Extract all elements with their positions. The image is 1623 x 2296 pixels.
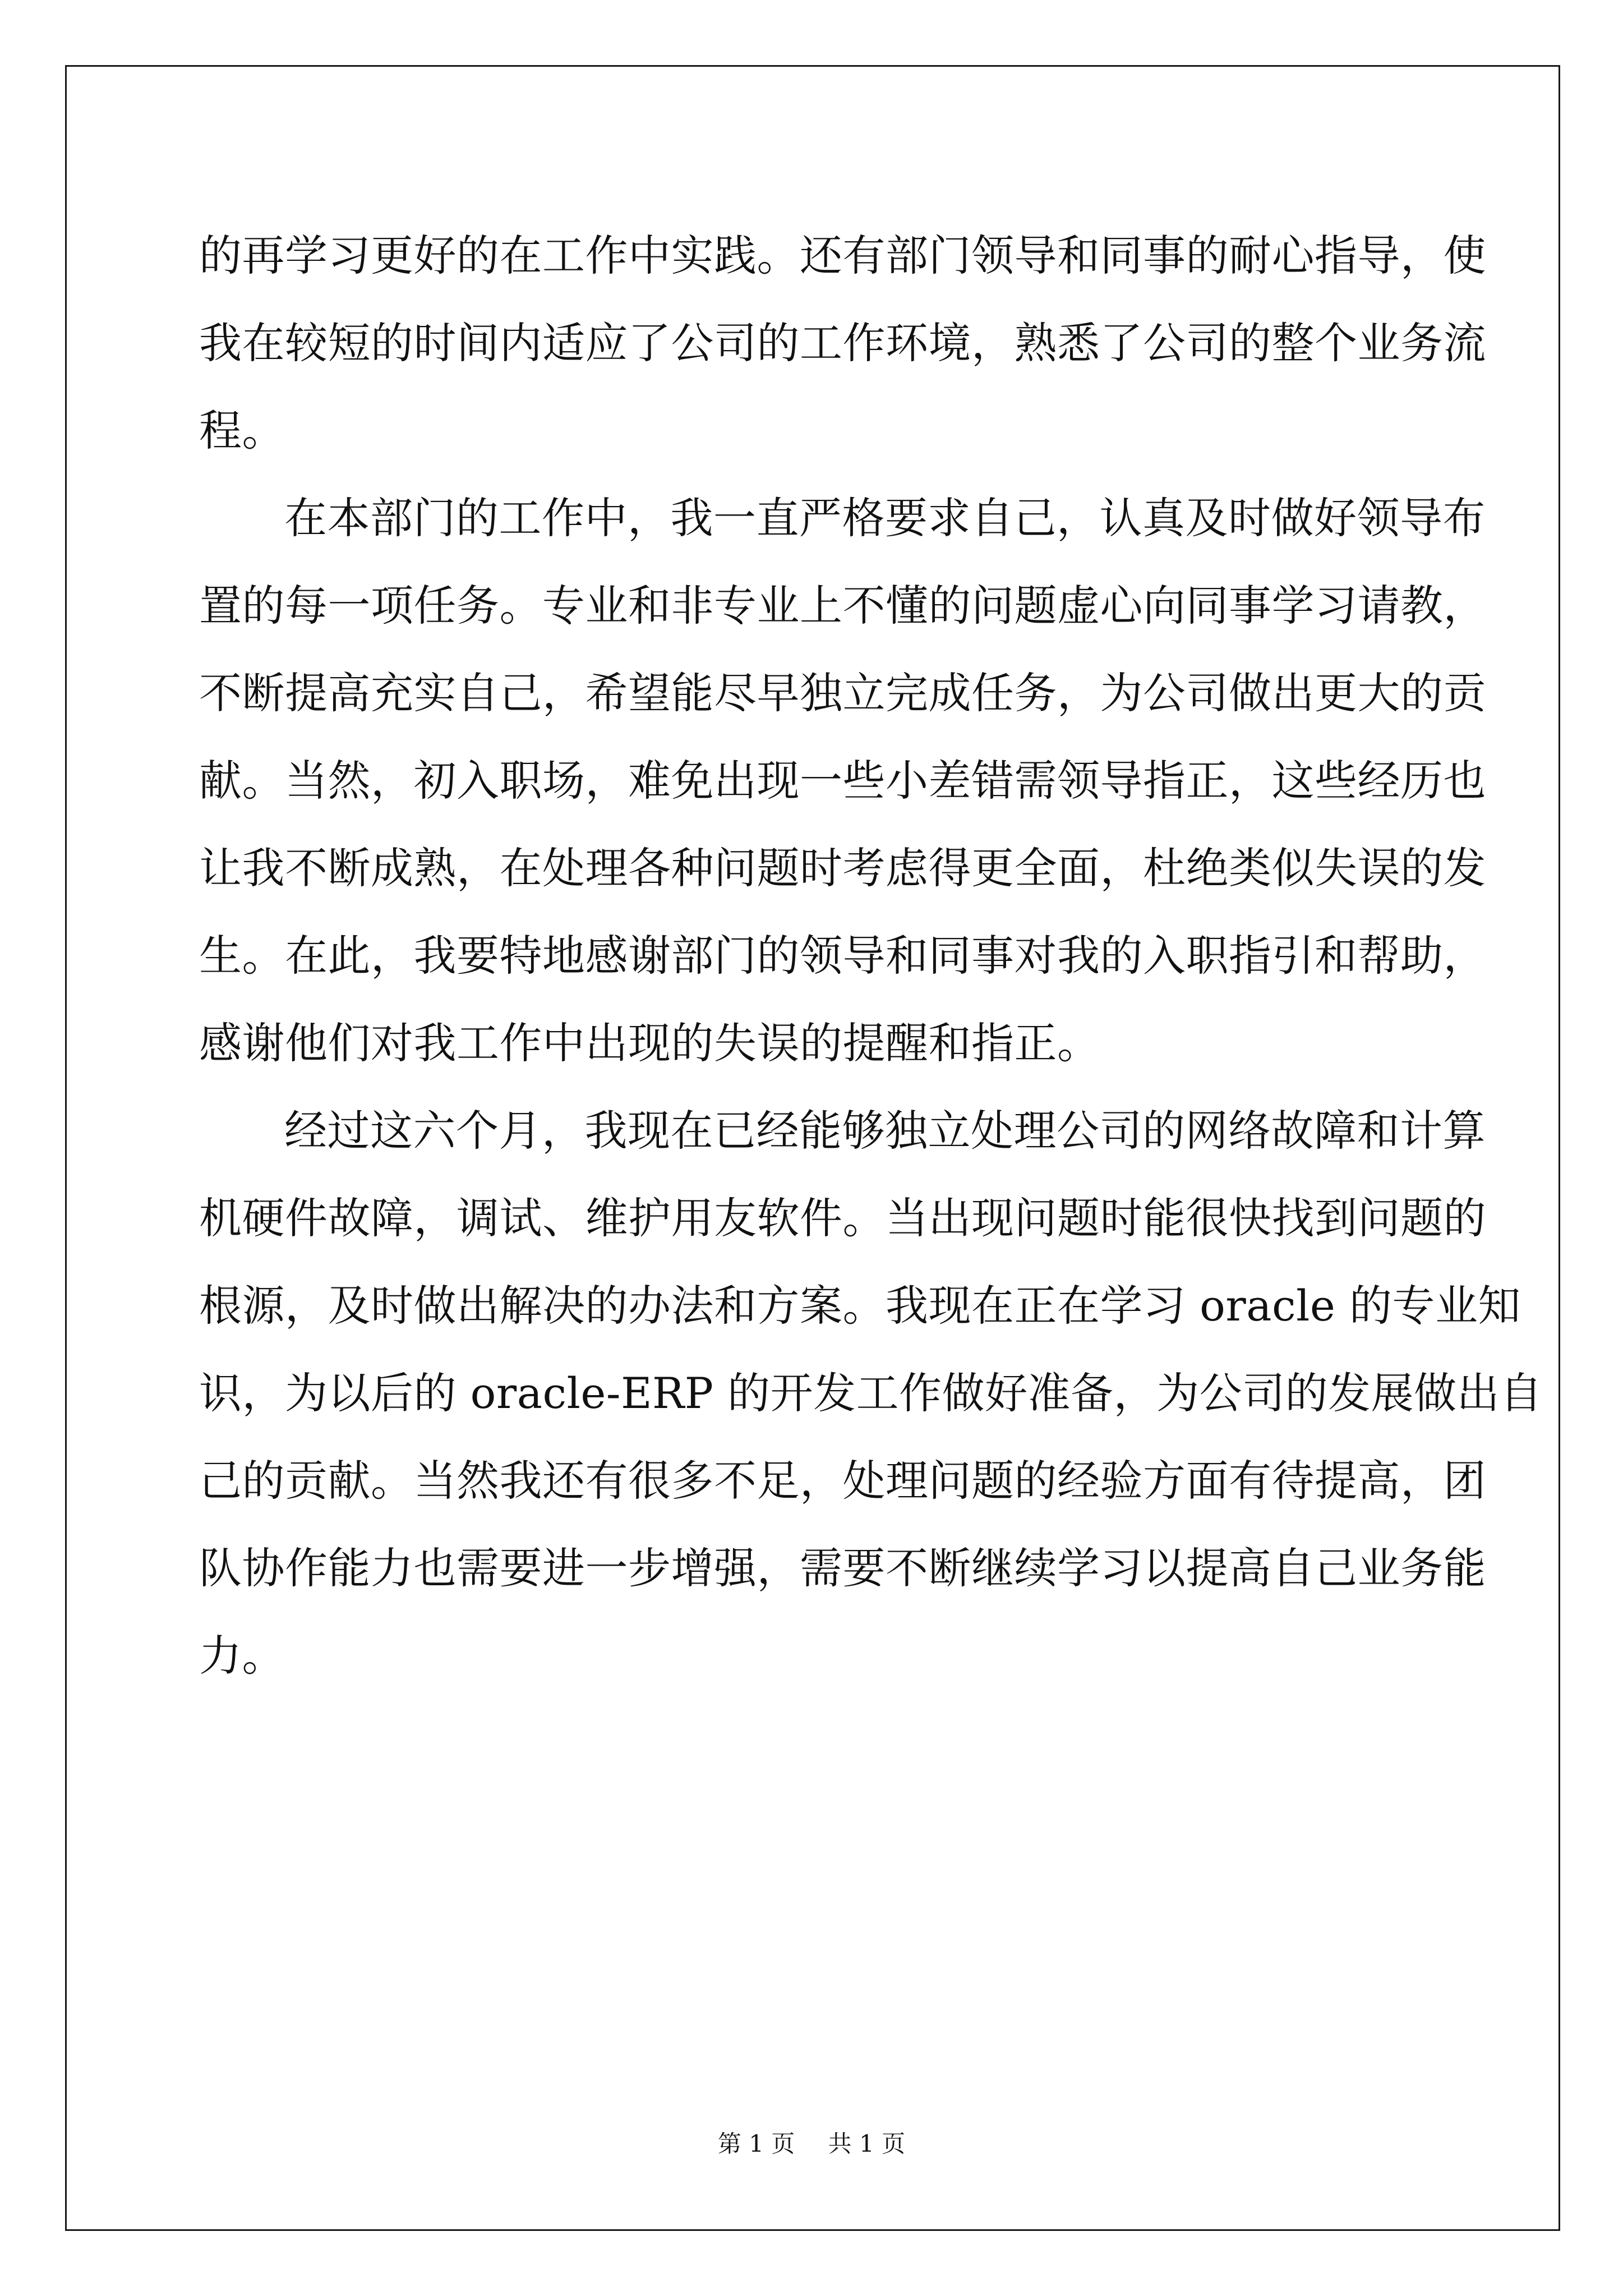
text-line: 献。当然，初入职场，难免出现一些小差错需领导指正，这些经历也 (199, 756, 1486, 806)
paragraph-2 (199, 475, 1486, 1087)
page-number: 第 1 页 (717, 2130, 795, 2157)
text-line: 机硬件故障，调试、维护用友软件。当出现问题时能很快找到问题的 (199, 1193, 1486, 1243)
text-line: 感谢他们对我工作中出现的失误的提醒和指正。 (199, 1018, 1100, 1068)
text-line: 不断提高充实自己，希望能尽早独立完成任务，为公司做出更大的贡 (199, 668, 1486, 718)
text-line: 程。 (199, 406, 285, 455)
text-line: 让我不断成熟，在处理各种问题时考虑得更全面，杜绝类似失误的发 (199, 843, 1486, 893)
page-footer (0, 2127, 1623, 2161)
paragraph-3 (199, 1087, 1543, 1700)
document-body (199, 212, 1543, 1700)
text-line: 经过这六个月，我现在已经能够独立处理公司的网络故障和计算 (284, 1106, 1486, 1156)
paragraph-1 (199, 212, 1486, 475)
text-line: 我在较短的时间内适应了公司的工作环境，熟悉了公司的整个业务流 (199, 318, 1486, 368)
text-line: 在本部门的工作中，我一直严格要求自己，认真及时做好领导布 (284, 493, 1486, 543)
text-line: 力。 (199, 1631, 285, 1681)
text-line: 置的每一项任务。专业和非专业上不懂的问题虚心向同事学习请教， (199, 581, 1486, 631)
text-line: 队协作能力也需要进一步增强，需要不断继续学习以提高自己业务能 (199, 1543, 1486, 1593)
text-line: 的再学习更好的在工作中实践。还有部门领导和同事的耐心指导，使 (199, 231, 1486, 280)
text-line: 根源，及时做出解决的办法和方案。我现在正在学习 oracle 的专业知 (199, 1281, 1521, 1331)
page-total: 共 1 页 (828, 2130, 906, 2157)
text-line: 己的贡献。当然我还有很多不足，处理问题的经验方面有待提高，团 (199, 1456, 1486, 1506)
text-line: 生。在此，我要特地感谢部门的领导和同事对我的入职指引和帮助， (199, 931, 1486, 981)
text-line: 识，为以后的 oracle-ERP 的开发工作做好准备，为公司的发展做出自 (199, 1368, 1543, 1418)
